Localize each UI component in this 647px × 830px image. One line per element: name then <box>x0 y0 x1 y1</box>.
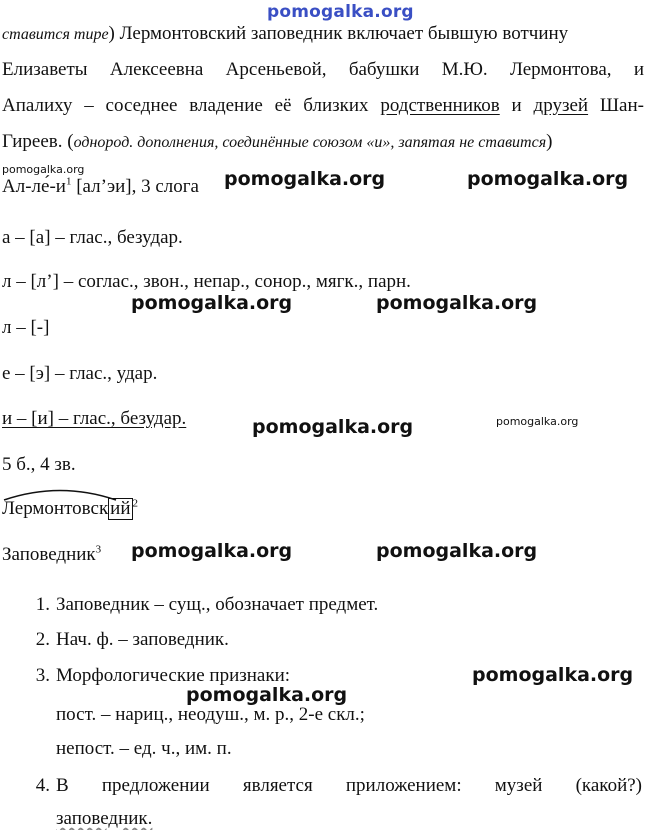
phonetic-line: л – [л’] – соглас., звон., непар., сонор., мягк., парн. <box>2 271 411 292</box>
phonetic-line: и – [и] – глас., безудар. <box>2 408 187 429</box>
phonetic-word: Ал-ле́-и <box>2 176 66 197</box>
list-number: 1. <box>35 594 50 615</box>
morphemic-word <box>2 498 138 520</box>
list-number: 4. <box>35 775 50 796</box>
phonetic-line: а – [а] – глас., безудар. <box>2 227 183 248</box>
list-number: 3. <box>35 665 50 686</box>
phonetic-heading <box>2 177 199 196</box>
list-number: 2. <box>35 629 50 650</box>
small-watermark: pomogalka.org <box>2 163 85 176</box>
root-arc-icon <box>2 487 120 501</box>
ending-box <box>108 498 132 520</box>
paragraph-line-3 <box>2 96 644 115</box>
watermark: pomogalka.org <box>131 540 293 562</box>
phonetic-line: е – [э] – глас., удар. <box>2 363 158 384</box>
root-segment <box>2 499 108 518</box>
paragraph-line-1 <box>2 24 644 43</box>
paragraph-line-4 <box>2 132 552 151</box>
phonetic-line: л – [-] <box>2 317 50 338</box>
watermark: pomogalka.org <box>376 540 538 562</box>
top-watermark: pomogalka.org <box>267 2 414 22</box>
watermark: pomogalka.org <box>252 416 414 438</box>
sentence-text: ) Лермонтовский заповедник включает бывшую вотчину <box>108 23 569 44</box>
watermark: pomogalka.org <box>186 684 348 706</box>
paragraph-line-2: Елизаветы Алексеевна Арсеньевой, бабушки М.Ю. Лермонтова, и <box>2 59 644 80</box>
footnote-marker: 2 <box>132 497 139 510</box>
sentence-text: Гиреев. ( <box>2 131 74 152</box>
watermark: pomogalka.org <box>131 292 293 314</box>
list-text: заповедник. <box>56 808 153 829</box>
morph-word: Заповедник <box>2 544 96 565</box>
morph-heading <box>2 545 101 564</box>
transcription: [ал’эи], 3 слога <box>71 176 199 197</box>
footnote-marker: 1 <box>65 175 72 188</box>
list-text: В предложении является приложением: музей (какой?) <box>56 775 642 796</box>
small-watermark: pomogalka.org <box>496 415 579 428</box>
sentence-text: и <box>499 95 534 116</box>
homogeneous-object-2: друзей <box>533 95 589 116</box>
list-text: Морфологические признаки: <box>56 665 291 686</box>
watermark: pomogalka.org <box>224 168 386 190</box>
sentence-text: Апалиху – соседнее владение её близких <box>2 95 381 116</box>
list-text: Нач. ф. – заповедник. <box>56 629 229 650</box>
list-text: пост. – нариц., неодуш., м. р., 2-е скл.; <box>56 704 365 725</box>
watermark: pomogalka.org <box>472 664 634 686</box>
list-text: непост. – ед. ч., им. п. <box>56 738 232 759</box>
punctuation-note: однород. дополнения, соединённые союзом «и», запятая не ставится <box>73 134 547 151</box>
punctuation-note: ставится тире <box>2 26 109 43</box>
sentence-text: Шан- <box>588 95 644 116</box>
sentence-text: ) <box>546 131 553 152</box>
homogeneous-object-1: родственников <box>380 95 500 116</box>
watermark: pomogalka.org <box>376 292 538 314</box>
ending-text: ий <box>110 498 131 519</box>
watermark: pomogalka.org <box>467 168 629 190</box>
root-text: Лермонтовск <box>2 498 109 519</box>
footnote-marker: 3 <box>95 543 102 556</box>
list-text: Заповедник – сущ., обозначает предмет. <box>56 594 379 615</box>
phonetic-summary: 5 б., 4 зв. <box>2 454 76 475</box>
